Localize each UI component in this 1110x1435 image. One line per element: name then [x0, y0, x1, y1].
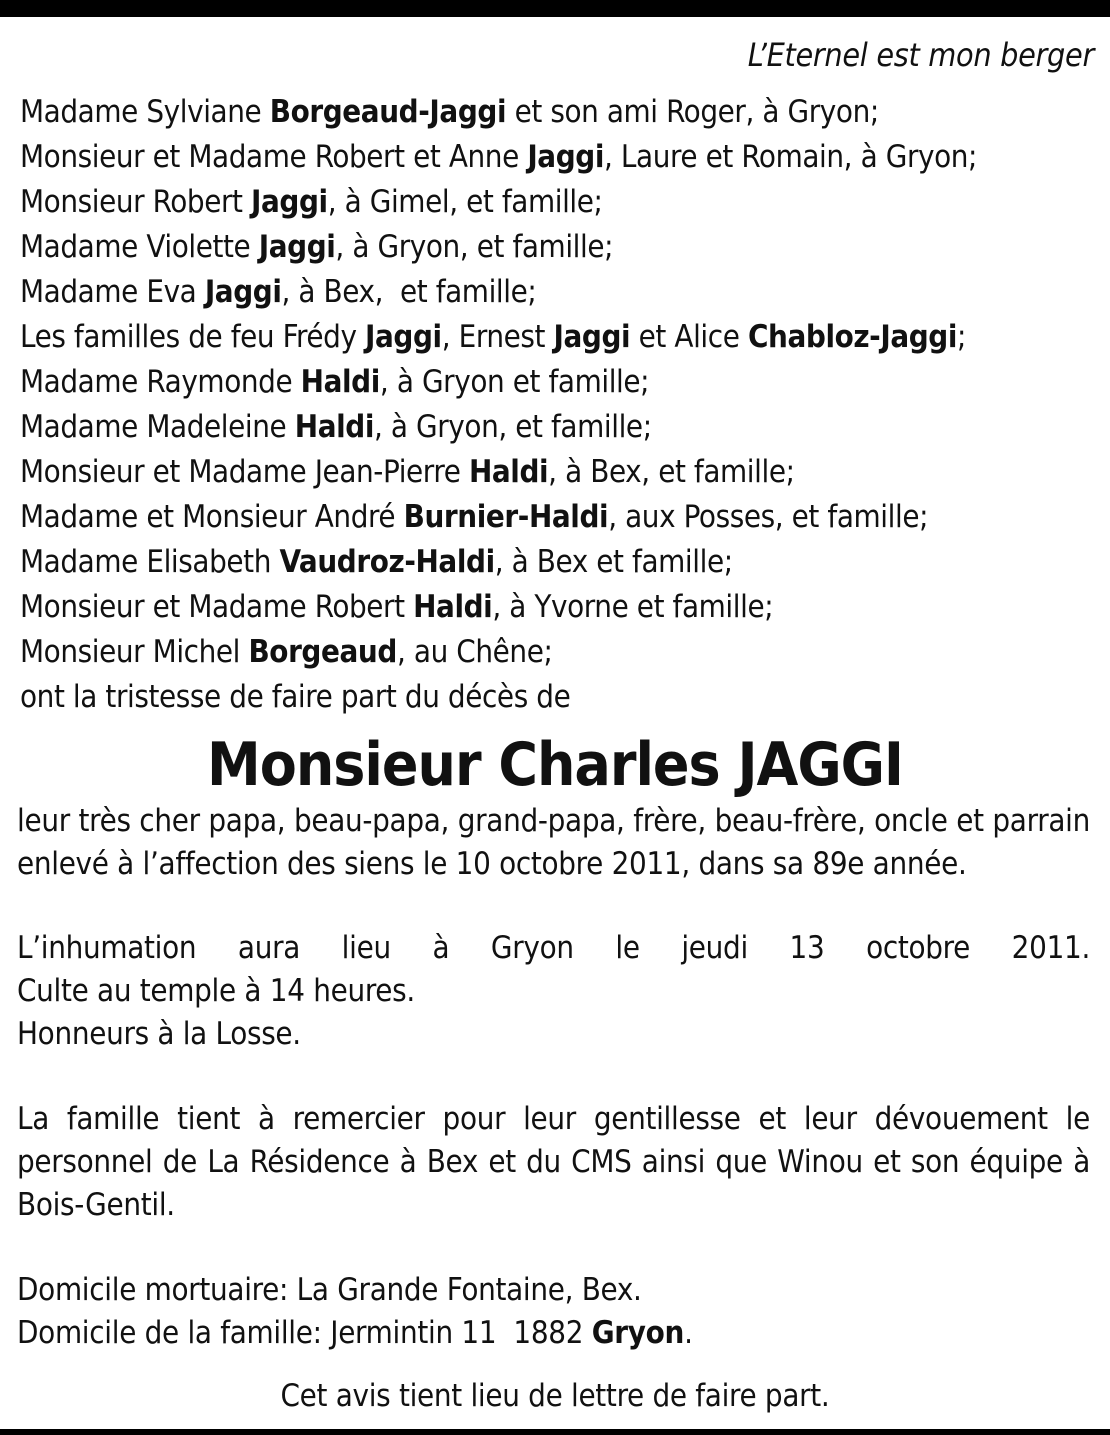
family-surname: Jaggi — [258, 229, 336, 265]
family-line: Madame et Monsieur André Burnier-Haldi, aux Posses, et famille; — [20, 499, 929, 535]
family-line: Monsieur Robert Jaggi, à Gimel, et famille; — [20, 184, 603, 220]
family-surname: Haldi — [413, 589, 493, 625]
family-address: Domicile de la famille: Jermintin 11 1882 Gryon. — [17, 1315, 693, 1351]
family-surname: Jaggi — [204, 274, 282, 310]
family-line: Les familles de feu Frédy Jaggi, Ernest Jaggi et Alice Chabloz-Jaggi; — [20, 319, 967, 355]
epigraph: L’Eternel est mon berger — [747, 36, 1094, 74]
closing-note: Cet avis tient lieu de lettre de faire part. — [280, 1378, 830, 1414]
family-surname: Burnier-Haldi — [403, 499, 609, 535]
family-line: Monsieur Michel Borgeaud, au Chêne; — [20, 634, 553, 670]
tribute-paragraph: leur très cher papa, beau-papa, grand-papa, frère, beau-frère, oncle et parrain enlevé à l’affection des siens le 10 octobre 2011, dans sa 89e année. — [17, 803, 1090, 882]
family-line: Monsieur et Madame Robert et Anne Jaggi, Laure et Romain, à Gryon; — [20, 139, 978, 175]
family-list — [20, 90, 1100, 720]
family-surname: Haldi — [300, 364, 380, 400]
deceased-name: Monsieur Charles JAGGI — [207, 730, 903, 800]
honours-line: Honneurs à la Losse. — [17, 1016, 301, 1052]
family-surname: Chabloz-Jaggi — [747, 319, 958, 355]
family-line: Madame Eva Jaggi, à Bex, et famille; — [20, 274, 537, 310]
family-surname: Jaggi — [553, 319, 631, 355]
family-line: Monsieur et Madame Jean-Pierre Haldi, à Bex, et famille; — [20, 454, 795, 490]
mortuary-address: Domicile mortuaire: La Grande Fontaine, Bex. — [17, 1272, 642, 1308]
family-surname: Jaggi — [365, 319, 442, 355]
announcement-line: ont la tristesse de faire part du décès de — [20, 679, 571, 715]
family-line: Madame Madeleine Haldi, à Gryon, et famille; — [20, 409, 652, 445]
family-surname: Vaudroz-Haldi — [279, 544, 495, 580]
family-city: Gryon — [591, 1315, 685, 1351]
family-surname: Haldi — [468, 454, 549, 490]
family-surname: Borgeaud-Jaggi — [269, 94, 507, 130]
burial-line: L’inhumation aura lieu à Gryon le jeudi 13 octobre 2011. — [17, 930, 1090, 966]
family-line: Madame Violette Jaggi, à Gryon, et famille; — [20, 229, 614, 265]
family-surname: Jaggi — [251, 184, 328, 220]
family-line: Monsieur et Madame Robert Haldi, à Yvorne et famille; — [20, 589, 774, 625]
thanks-paragraph: La famille tient à remercier pour leur gentillesse et leur dévouement le personnel de La Résidence à Bex et du CMS ainsi que Winou et son équipe à Bois-Gentil. — [17, 1101, 1090, 1223]
addresses — [17, 1269, 1090, 1355]
family-surname: Jaggi — [527, 139, 604, 175]
family-surname: Borgeaud — [248, 634, 397, 670]
family-line: Madame Raymonde Haldi, à Gryon et famille; — [20, 364, 650, 400]
ceremony-paragraph — [17, 927, 1090, 1056]
top-rule — [0, 0, 1110, 17]
family-line: Madame Sylviane Borgeaud-Jaggi et son ami Roger, à Gryon; — [20, 94, 879, 130]
family-surname: Haldi — [294, 409, 374, 445]
bottom-rule — [0, 1429, 1110, 1435]
family-line: Madame Elisabeth Vaudroz-Haldi, à Bex et famille; — [20, 544, 733, 580]
service-line: Culte au temple à 14 heures. — [17, 973, 415, 1009]
